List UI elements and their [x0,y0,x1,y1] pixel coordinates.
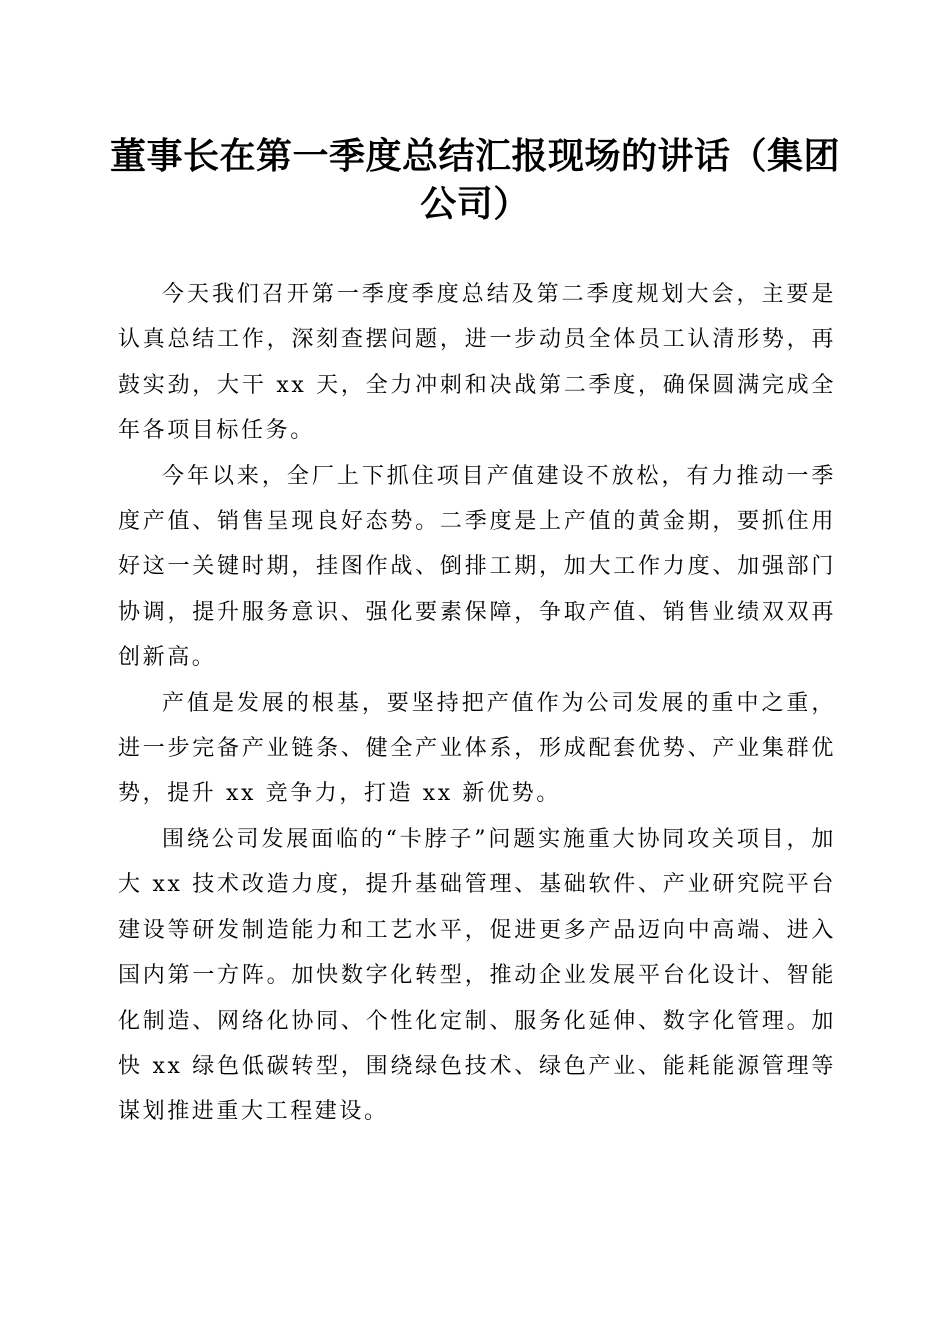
paragraph-3: 产值是发展的根基，要坚持把产值作为公司发展的重中之重，进一步完备产业链条、健全产业体系，形成配套优势、产业集群优势，提升 xx 竞争力，打造 xx 新优势。 [118,690,836,807]
paragraph-1: 今天我们召开第一季度季度总结及第二季度规划大会，主要是认真总结工作，深刻查摆问题，进一步动员全体员工认清形势，再鼓实劲，大干 xx 天，全力冲刺和决战第二季度，确保圆满完成全年各项目标任务。 [118,282,836,444]
paragraph-2: 今年以来，全厂上下抓住项目产值建设不放松，有力推动一季度产值、销售呈现良好态势。二季度是上产值的黄金期，要抓住用好这一关键时期，挂图作战、倒排工期，加大工作力度、加强部门协调，提升服务意识、强化要素保障，争取产值、销售业绩双双再创新高。 [118,463,836,671]
paragraph-4: 围绕公司发展面临的“卡脖子”问题实施重大协同攻关项目，加大 xx 技术改造力度，提升基础管理、基础软件、产业研究院平台建设等研发制造能力和工艺水平，促进更多产品迈向中高端、进入国内第一方阵。加快数字化转型，推动企业发展平台化设计、智能化制造、网络化协同、个性化定制、服务化延伸、数字化管理。加快 xx 绿色低碳转型，围绕绿色技术、绿色产业、能耗能源管理等谋划推进重大工程建设。 [118,826,836,1125]
document-title: 董事长在第一季度总结汇报现场的讲话（集团公司） [110,135,841,225]
document-body [118,272,836,1135]
